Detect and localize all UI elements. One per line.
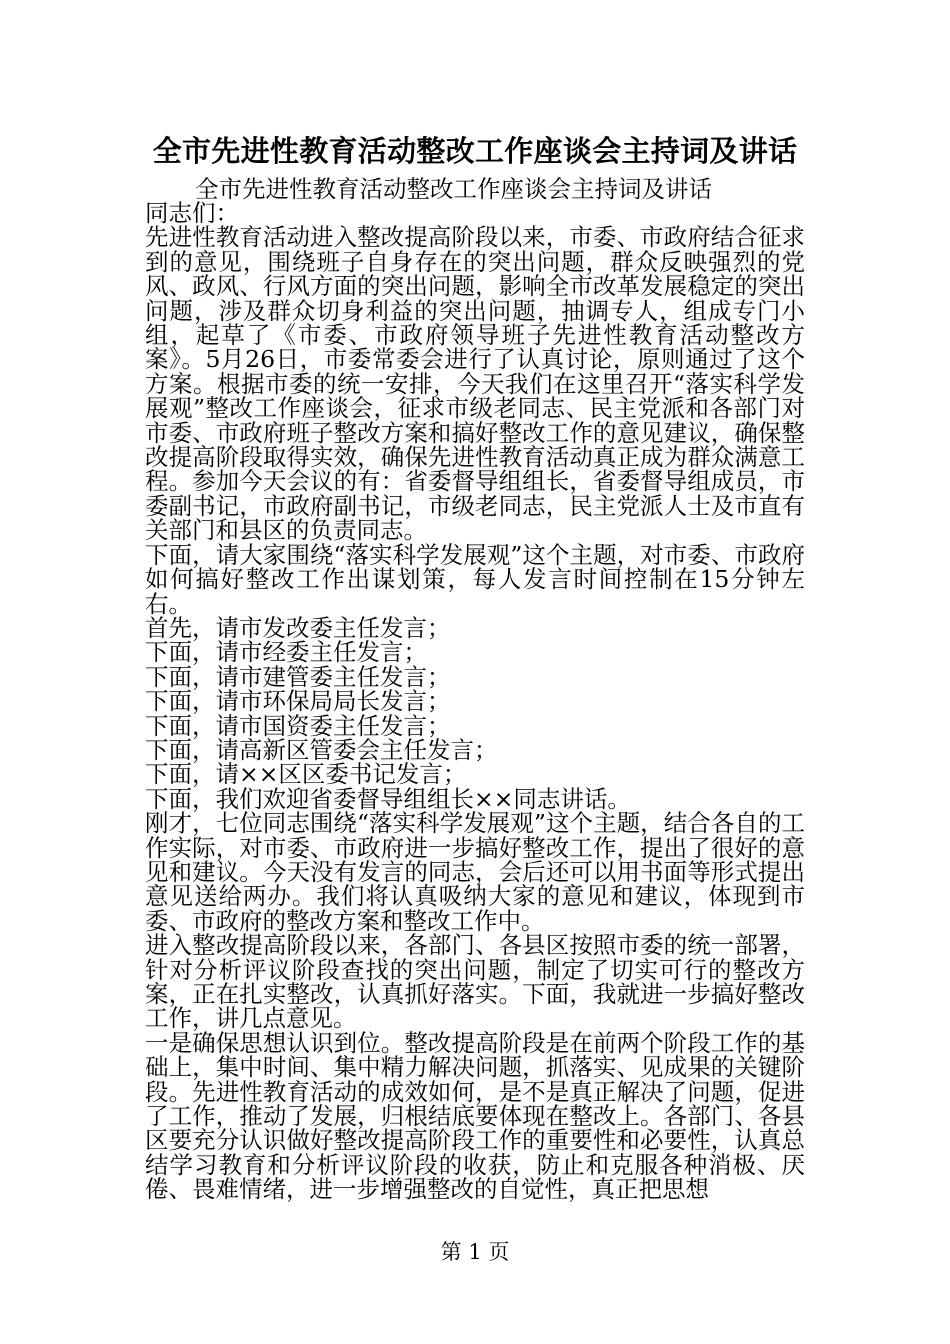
page-number: 第 1 页 (440, 1240, 510, 1264)
paragraph: 下面，请市环保局局长发言； (145, 687, 451, 716)
document-title: 全市先进性教育活动整改工作座谈会主持词及讲话 (152, 134, 798, 168)
paragraph: 下面，请市经委主任发言； (145, 638, 427, 667)
document-subtitle: 全市先进性教育活动整改工作座谈会主持词及讲话 (195, 175, 712, 203)
paragraph: 下面，请市建管委主任发言； (145, 662, 451, 691)
paragraph: 下面，请高新区管委会主任发言； (145, 735, 498, 764)
paragraph: 刚才，七位同志围绕“落实科学发展观”这个主题，结合各自的工作实际，对市委、市政府进一步搞好整改工作，提出了很好的意见和建议。今天没有发言的同志，会后还可以用书面等形式提出意见送给两办。我们将认真吸纳大家的意见和建议，体现到市委、市政府的整改方案和整改工作中。 (145, 809, 805, 935)
paragraph: 一是确保思想认识到位。整改提高阶段是在前两个阶段工作的基础上，集中时间、集中精力解决问题，抓落实、见成果的关键阶段。先进性教育活动的成效如何，是不是真正解决了问题，促进了工作，推动了发展，归根结底要体现在整改上。各部门、各县区要充分认识做好整改提高阶段工作的重要性和必要性，认真总结学习教育和分析评议阶段的收获，防止和克服各种消极、厌倦、畏难情绪，进一步增强整改的自觉性，真正把思想 (145, 1028, 805, 1204)
paragraph: 进入整改提高阶段以来，各部门、各县区按照市委的统一部署，针对分析评议阶段查找的突出问题，制定了切实可行的整改方案，正在扎实整改，认真抓好落实。下面，我就进一步搞好整改工作，讲几点意见。 (145, 931, 805, 1033)
paragraph-salutation: 同志们： (145, 199, 239, 227)
paragraph: 首先，请市发改委主任发言； (145, 613, 451, 642)
paragraph: 下面，我们欢迎省委督导组组长××同志讲话。 (145, 784, 631, 813)
paragraph: 下面，请××区区委书记发言； (145, 760, 467, 789)
document-body (145, 201, 805, 1202)
paragraph: 下面，请大家围绕“落实科学发展观”这个主题，对市委、市政府如何搞好整改工作出谋划策，每人发言时间控制在15分钟左右。 (145, 540, 805, 618)
paragraph: 先进性教育活动进入整改提高阶段以来，市委、市政府结合征求到的意见，围绕班子自身存在的突出问题，群众反映强烈的党风、政风、行风方面的突出问题，影响全市改革发展稳定的突出问题，涉及群众切身利益的突出问题，抽调专人，组成专门小组，起草了《市委、市政府领导班子先进性教育活动整改方案》。5月26日，市委常委会进行了认真讨论，原则通过了这个方案。根据市委的统一安排，今天我们在这里召开“落实科学发展观”整改工作座谈会，征求市级老同志、民主党派和各部门对市委、市政府班子整改方案和搞好整改工作的意见建议，确保整改提高阶段取得实效，确保先进性教育活动真正成为群众满意工程。参加今天会议的有：省委督导组组长，省委督导组成员，市委副书记，市政府副书记，市级老同志，民主党派人士及市直有关部门和县区的负责同志。 (145, 223, 805, 545)
paragraph: 下面，请市国资委主任发言； (145, 711, 451, 740)
